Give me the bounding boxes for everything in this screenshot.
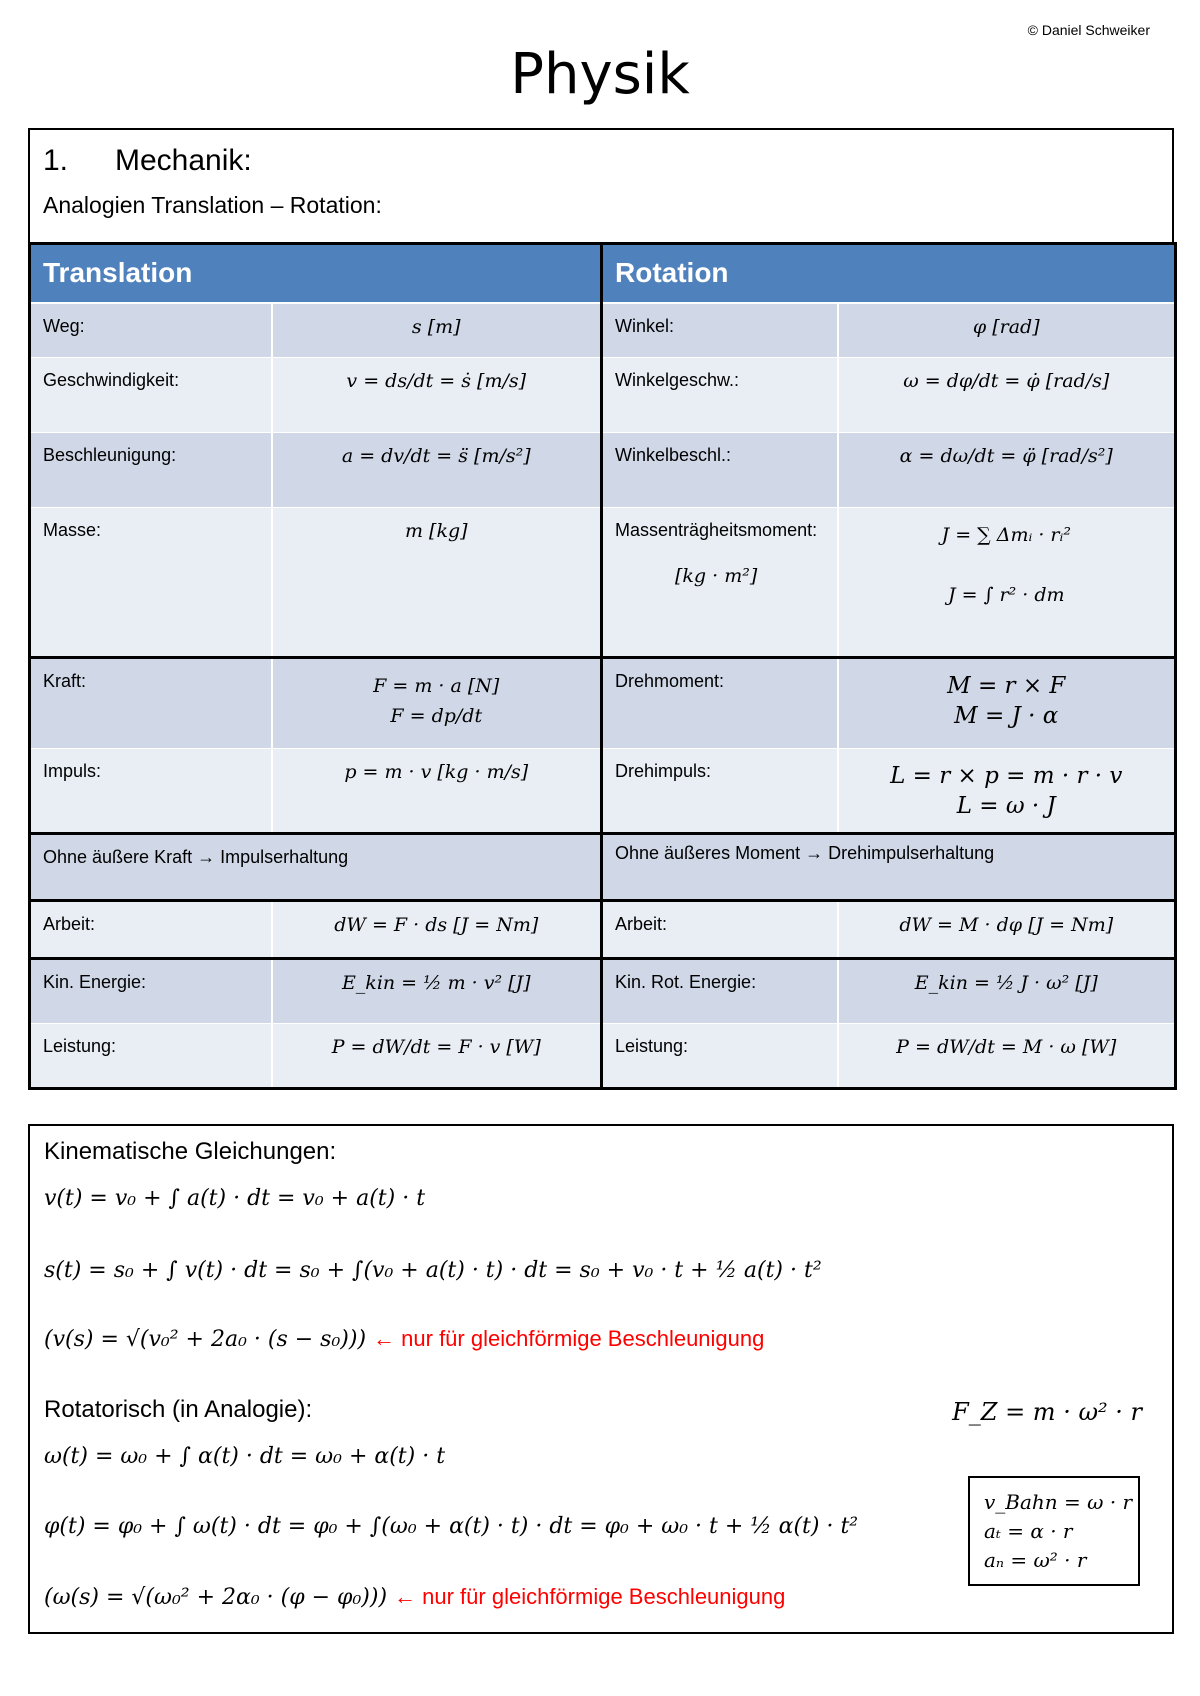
row-label: Weg: bbox=[30, 303, 272, 358]
section-subtitle: Analogien Translation – Rotation: bbox=[43, 192, 382, 218]
formula-normal-acceleration: aₙ = ω² · r bbox=[984, 1548, 1087, 1572]
row-label: Leistung: bbox=[30, 1024, 272, 1089]
row-formula: P = dW/dt = M · ω [W] bbox=[838, 1024, 1176, 1089]
kinematics-box bbox=[28, 1124, 1174, 1634]
equation-velocity-of-s bbox=[44, 1326, 764, 1352]
row-label: Arbeit: bbox=[30, 900, 272, 959]
row-label: Impuls: bbox=[30, 748, 272, 833]
row-label: Ohne äußeres Moment → Drehimpulserhaltung bbox=[602, 833, 1176, 900]
row-formula: M = r × F bbox=[947, 672, 1066, 699]
row-formula: dW = M · dφ [J = Nm] bbox=[838, 900, 1176, 959]
equation-velocity: v(t) = v₀ + ∫ a(t) · dt = v₀ + a(t) · t bbox=[44, 1186, 426, 1211]
row-formula: L = ω · J bbox=[956, 792, 1056, 819]
table-row bbox=[30, 833, 1176, 900]
row-formula: M = J · α bbox=[954, 702, 1059, 729]
table-row bbox=[30, 303, 1176, 358]
row-label: Arbeit: bbox=[602, 900, 838, 959]
table-row bbox=[30, 748, 1176, 833]
equation-angular-velocity: ω(t) = ω₀ + ∫ α(t) · dt = ω₀ + α(t) · t bbox=[44, 1444, 446, 1469]
row-formula: dW = F · ds [J = Nm] bbox=[272, 900, 602, 959]
centripetal-force-formula: F_Z = m · ω² · r bbox=[952, 1398, 1142, 1426]
rotation-heading: Rotatorisch (in Analogie): bbox=[44, 1396, 313, 1423]
equation-text: (v(s) = √(v₀² + 2a₀ · (s − s₀))) bbox=[44, 1327, 367, 1352]
section-title: Mechanik: bbox=[115, 144, 252, 177]
table-row bbox=[30, 900, 1176, 959]
table-row bbox=[30, 432, 1176, 507]
row-formula: E_kin = ½ m · v² [J] bbox=[272, 959, 602, 1024]
table-row bbox=[30, 657, 1176, 748]
row-label: Massenträgheitsmoment: bbox=[615, 519, 818, 540]
row-formula: ω = dφ/dt = φ̇ [rad/s] bbox=[838, 357, 1176, 432]
page-title: Physik bbox=[510, 42, 690, 107]
formula-tangential-acceleration: aₜ = α · r bbox=[984, 1519, 1073, 1543]
copyright-note: © Daniel Schweiker bbox=[1027, 22, 1150, 38]
row-formula: P = dW/dt = F · v [W] bbox=[272, 1024, 602, 1089]
row-formula: v = ds/dt = ṡ [m/s] bbox=[272, 357, 602, 432]
row-label: Masse: bbox=[30, 507, 272, 657]
row-label: Leistung: bbox=[602, 1024, 838, 1089]
row-unit: [kg · m²] bbox=[675, 564, 758, 587]
header-translation: Translation bbox=[30, 244, 602, 303]
row-label: Beschleunigung: bbox=[30, 432, 272, 507]
equation-position: s(t) = s₀ + ∫ v(t) · dt = s₀ + ∫(v₀ + a(t) · t) · dt = s₀ + v₀ · t + ½ a(t) · t² bbox=[44, 1258, 822, 1283]
row-formula: J = ∫ r² · dm bbox=[947, 583, 1065, 606]
row-label: Kin. Energie: bbox=[30, 959, 272, 1024]
section-heading bbox=[43, 144, 252, 178]
kinematics-heading: Kinematische Gleichungen: bbox=[44, 1138, 337, 1165]
row-formula: F = dp/dt bbox=[390, 704, 483, 727]
row-label: Geschwindigkeit: bbox=[30, 357, 272, 432]
row-formula-cell bbox=[838, 657, 1176, 748]
section-header-box bbox=[28, 128, 1174, 244]
row-formula: α = dω/dt = φ̈ [rad/s²] bbox=[838, 432, 1176, 507]
row-formula: s [m] bbox=[272, 303, 602, 358]
row-label: Drehimpuls: bbox=[602, 748, 838, 833]
row-label: Kin. Rot. Energie: bbox=[602, 959, 838, 1024]
table-row bbox=[30, 357, 1176, 432]
row-formula: F = m · a [N] bbox=[373, 674, 500, 697]
equation-omega-of-s bbox=[44, 1584, 785, 1610]
row-label: Kraft: bbox=[30, 657, 272, 748]
row-formula-cell bbox=[272, 657, 602, 748]
table-row bbox=[30, 507, 1176, 657]
row-label: Winkel: bbox=[602, 303, 838, 358]
formula-path-velocity: v_Bahn = ω · r bbox=[984, 1490, 1133, 1514]
row-formula: E_kin = ½ J · ω² [J] bbox=[838, 959, 1176, 1024]
row-formula: φ [rad] bbox=[838, 303, 1176, 358]
row-label: Ohne äußere Kraft → Impulserhaltung bbox=[30, 833, 602, 900]
header-rotation: Rotation bbox=[602, 244, 1176, 303]
row-label-cell bbox=[602, 507, 838, 657]
row-formula-cell bbox=[838, 507, 1176, 657]
note-uniform-acceleration: ← nur für gleichförmige Beschleunigung bbox=[373, 1326, 765, 1351]
row-formula: L = r × p = m · r · v bbox=[890, 762, 1123, 789]
note-uniform-acceleration: ← nur für gleichförmige Beschleunigung bbox=[394, 1584, 786, 1609]
table-row bbox=[30, 959, 1176, 1024]
analogy-table bbox=[28, 242, 1177, 1090]
row-formula-cell bbox=[838, 748, 1176, 833]
circular-motion-box bbox=[968, 1476, 1140, 1586]
equation-text: (ω(s) = √(ω₀² + 2α₀ · (φ − φ₀))) bbox=[44, 1585, 388, 1610]
section-number: 1. bbox=[43, 144, 69, 177]
equation-angle: φ(t) = φ₀ + ∫ ω(t) · dt = φ₀ + ∫(ω₀ + α(t) · t) · dt = φ₀ + ω₀ · t + ½ α(t) · t² bbox=[44, 1514, 859, 1539]
row-formula: p = m · v [kg · m/s] bbox=[272, 748, 602, 833]
row-label: Winkelgeschw.: bbox=[602, 357, 838, 432]
row-formula: a = dv/dt = s̈ [m/s²] bbox=[272, 432, 602, 507]
row-formula: m [kg] bbox=[272, 507, 602, 657]
table-row bbox=[30, 1024, 1176, 1089]
row-label: Winkelbeschl.: bbox=[602, 432, 838, 507]
row-formula: J = ∑ Δmᵢ · rᵢ² bbox=[941, 523, 1071, 546]
row-label: Drehmoment: bbox=[602, 657, 838, 748]
